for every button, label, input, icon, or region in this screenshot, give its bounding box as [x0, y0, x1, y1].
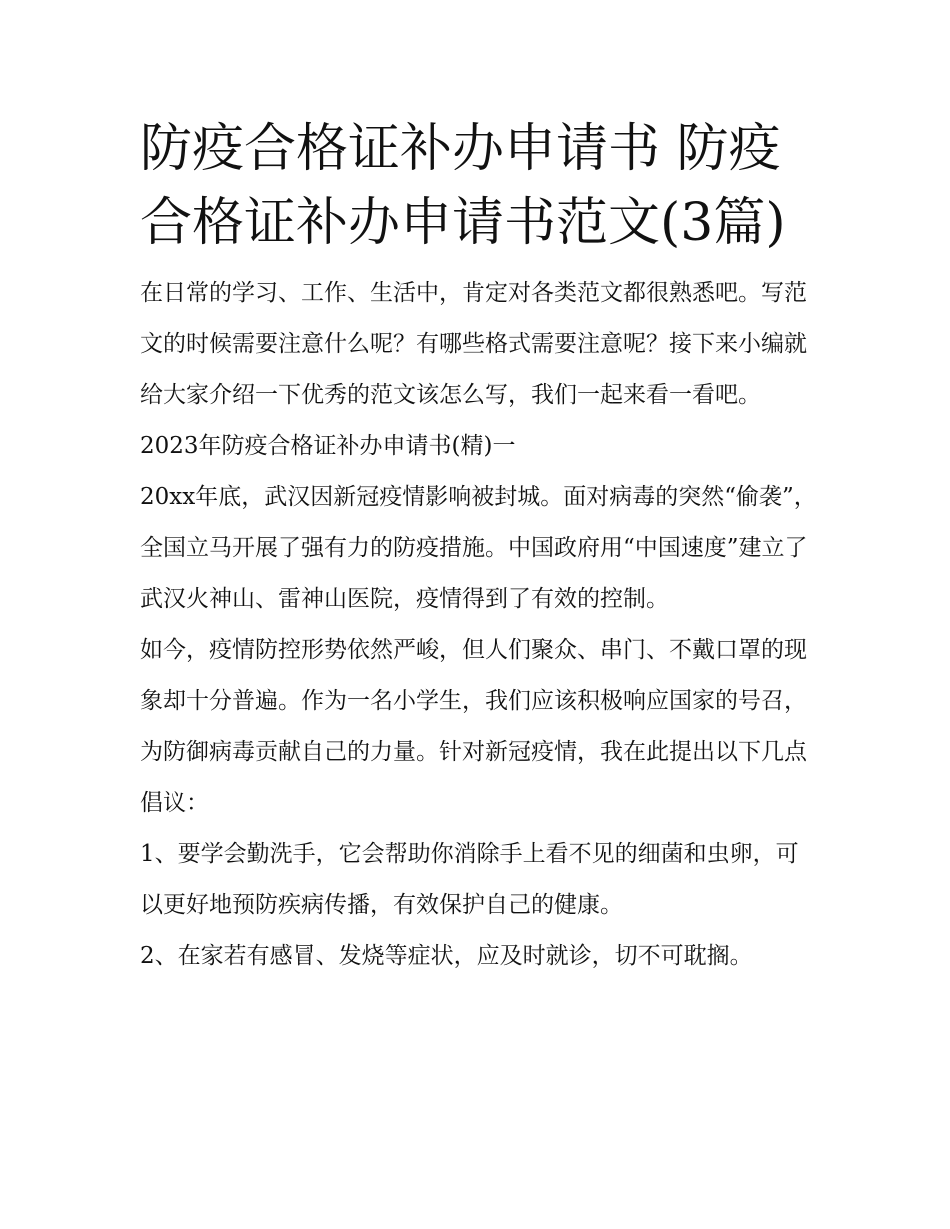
body-paragraph-3: 1、要学会勤洗手，它会帮助你消除手上看不见的细菌和虫卵，可以更好地预防疾病传播，有效保护自己的健康。	[140, 841, 799, 918]
section-subtitle: 2023年防疫合格证补办申请书(精)一	[140, 433, 516, 459]
document-title: 防疫合格证补办申请书 防疫合格证补办申请书范文(3篇)	[140, 119, 786, 253]
intro-paragraph: 在日常的学习、工作、生活中，肯定对各类范文都很熟悉吧。写范文的时候需要注意什么呢？有哪些格式需要注意呢？接下来小编就给大家介绍一下优秀的范文该怎么写，我们一起来看一看吧。	[140, 280, 807, 408]
body-paragraph-1: 20xx年底，武汉因新冠疫情影响被封城。面对病毒的突然“偷袭”，全国立马开展了强有力的防疫措施。中国政府用“中国速度”建立了武汉火神山、雷神山医院，疫情得到了有效的控制。	[140, 484, 817, 612]
body-paragraph-4: 2、在家若有感冒、发烧等症状，应及时就诊，切不可耽搁。	[140, 943, 753, 969]
body-paragraph-2: 如今，疫情防控形势依然严峻，但人们聚众、串门、不戴口罩的现象却十分普遍。作为一名小学生，我们应该积极响应国家的号召，为防御病毒贡献自己的力量。针对新冠疫情，我在此提出以下几点倡议：	[140, 637, 807, 816]
document-page	[140, 112, 820, 982]
